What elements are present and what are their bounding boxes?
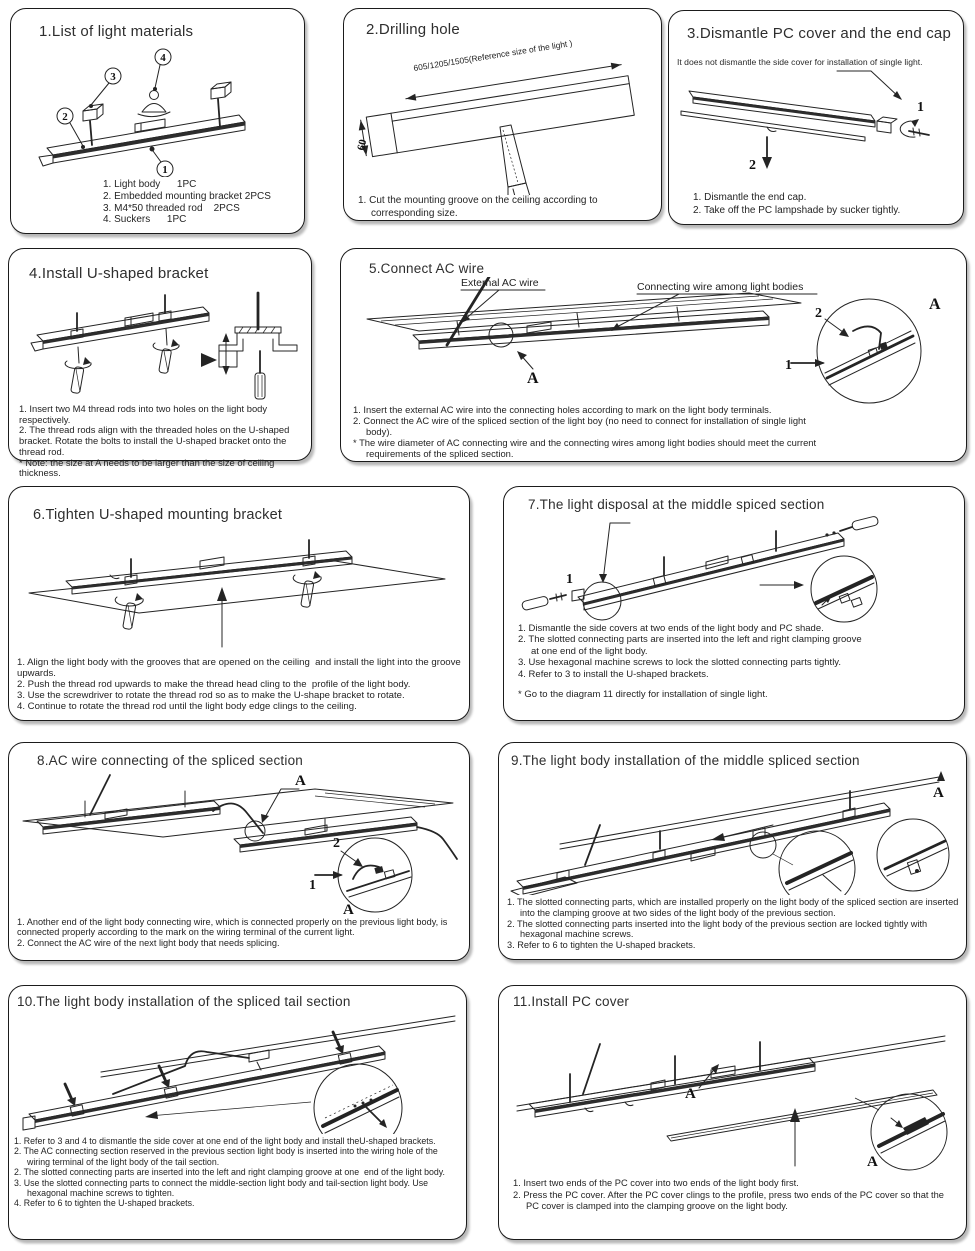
- panel-title: 7.The light disposal at the middle spiced section: [528, 497, 825, 512]
- instruction: 4. Continue to rotate the thread rod until the light body edge clings to the ceiling.: [17, 701, 357, 713]
- callout-2: [57, 108, 85, 149]
- label-connecting-wire: Connecting wire among light bodies: [637, 281, 804, 293]
- callout-1: [150, 147, 174, 178]
- svg-text:2: 2: [62, 111, 68, 123]
- panel-ac-wire-spliced: [8, 742, 470, 961]
- up-arrow: [790, 1108, 800, 1166]
- callout-a-bottom: A: [527, 370, 539, 387]
- instruction: 2. The thread rods align with the threaded holes on the U-shaped bracket. Rotate the bolts to install the U-shaped bracket onto the thread rod.: [19, 424, 292, 457]
- disposal-diagram: [514, 511, 958, 623]
- panel-title: 6.Tighten U-shaped mounting bracket: [33, 507, 283, 523]
- material-item: 4. Suckers 1PC: [103, 214, 187, 226]
- callout-a: A: [933, 785, 944, 801]
- instruction: 2. The AC connecting section reserved in the previous section light body is inserted into the wiring hole of the wiring terminal of the light body of the tail section.: [14, 1146, 441, 1167]
- panel-list-of-light-materials: [10, 8, 305, 234]
- instruction: 1. The slotted connecting parts, which are installed properly on the light body of the spliced section are inserted into the clamping groove at two sides of the light body of the previous section.: [507, 897, 961, 918]
- panel-title: 8.AC wire connecting of the spliced section: [37, 753, 303, 768]
- bracket-diagram: [13, 289, 307, 403]
- panel-tail-section-install: [8, 985, 467, 1240]
- screwdriver-icon: [521, 589, 584, 611]
- callout-a-right: A: [867, 1154, 878, 1170]
- material-item: 2. Embedded mounting bracket 2PCS: [103, 190, 271, 202]
- panel-install-pc-cover: [498, 985, 967, 1240]
- panel-connect-ac-wire: [340, 248, 967, 462]
- panel-drilling-hole: [343, 8, 662, 221]
- reserved-ac-wire: [113, 1051, 249, 1094]
- tail-install-diagram: [13, 1010, 465, 1134]
- callout-a-top: A: [295, 773, 306, 789]
- callout-2: 2: [815, 306, 822, 321]
- splice-wire-diagram: [15, 767, 467, 915]
- panel-install-u-bracket: [8, 248, 312, 479]
- instruction: 1. Insert two ends of the PC cover into two ends of the light body first.: [513, 1178, 799, 1188]
- arrow-2: [762, 137, 772, 169]
- label-external-ac-wire: External AC wire: [461, 277, 539, 289]
- instructions: [513, 1178, 945, 1213]
- panel-title: 1.List of light materials: [39, 23, 194, 40]
- instruction: 1. Cut the mounting groove on the ceiling according to corresponding size.: [358, 195, 601, 219]
- panel-note: It does not dismantle the side cover for installation of single light.: [677, 57, 923, 67]
- instruction: 4. Refer to 6 to tighten the U-shaped brackets.: [14, 1198, 195, 1209]
- ac-wire-diagram: [349, 277, 958, 405]
- instruction: 1. Dismantle the end cap.: [693, 192, 807, 203]
- callout-1: 1: [309, 878, 316, 893]
- screwdriver-icon: [153, 339, 179, 374]
- instructions: [14, 1136, 462, 1209]
- detail-circle: [871, 1094, 947, 1170]
- tighten-diagram: [17, 531, 461, 651]
- instruction: 3. Refer to 6 to tighten the U-shaped brackets.: [507, 940, 696, 951]
- instruction: * The wire diameter of AC connecting wire and the connecting wires among light bodies should meet the current requirements of the spliced section.: [353, 436, 819, 459]
- material-item: 1. Light body 1PC: [103, 179, 197, 190]
- callout-4: [153, 49, 171, 91]
- instruction: 2. Take off the PC lampshade by sucker tightly.: [693, 205, 901, 216]
- instruction: 2. The slotted connecting parts are inserted into the left and right clamping groove at one end of the light body.: [14, 1167, 445, 1178]
- panel-title: 2.Drilling hole: [366, 21, 460, 38]
- instruction: 2. Press the PC cover. After the PC cover clings to the profile, press two ends of the PC cover so that the PC cover is clamped into the clamping groove on the light body.: [513, 1189, 947, 1212]
- instructions: [17, 657, 465, 712]
- instruction: 2. Connect the AC wire of the next light body that needs splicing.: [17, 937, 280, 948]
- panel-title: 3.Dismantle PC cover and the end cap: [687, 25, 952, 42]
- detail-circle: [817, 299, 921, 403]
- screw-icon: [900, 119, 929, 137]
- instruction: 1. Dismantle the side covers at two ends of the light body and PC shade.: [518, 623, 824, 634]
- instruction: 1. Align the light body with the grooves that are opened on the ceiling and install the light into the groove upwards.: [17, 657, 464, 680]
- pc-cover-diagram: [505, 1014, 961, 1174]
- screwdriver-icon: [115, 593, 143, 630]
- material-item: 3. M4*50 threaded rod 2PCS: [103, 202, 240, 214]
- instruction: 2. Connect the AC wire of the spliced section of the light boy (no need to connect for installation of single light body).: [353, 414, 809, 437]
- instructions: [19, 404, 303, 479]
- detail-circle: [779, 831, 855, 895]
- callout-2: 2: [333, 836, 340, 851]
- panel-middle-spliced-disposal: [503, 486, 965, 721]
- detail-circle: [811, 556, 877, 622]
- panel-title: 10.The light body installation of the spliced tail section: [17, 994, 351, 1009]
- svg-text:3: 3: [110, 71, 116, 83]
- callout-2: 2: [749, 158, 756, 173]
- callout-1: 1: [566, 572, 573, 587]
- instructions: [358, 195, 648, 220]
- up-arrow: [217, 587, 227, 647]
- instructions: [17, 917, 467, 948]
- materials-diagram: [13, 43, 302, 177]
- svg-text:4: 4: [160, 52, 166, 64]
- screwdriver-icon: [825, 516, 878, 537]
- dismantle-diagram: [675, 69, 957, 187]
- instruction: * Note: the size at A needs to be larger than the size of ceiling thickness.: [19, 456, 277, 479]
- callout-a-left: A: [685, 1086, 696, 1102]
- instructions: [507, 897, 959, 951]
- panel-footnote: * Go to the diagram 11 directly for installation of single light.: [518, 689, 768, 701]
- width-dimension: 60: [355, 138, 370, 152]
- screwdriver-icon: [293, 571, 321, 608]
- instruction: 1. Insert the external AC wire into the connecting holes according to mark on the light body terminals.: [353, 404, 772, 415]
- instruction: 2. The slotted connecting parts inserted into the light body of the previous section are locked tightly with hexagonal machine screws.: [507, 918, 930, 940]
- svg-text:1: 1: [162, 164, 168, 176]
- instruction: 1. Another end of the light body connecting wire, which is connected properly on the previous light body, is connected properly according to the mark on the wiring terminal of the current light.: [17, 917, 450, 938]
- panel-title: 5.Connect AC wire: [369, 261, 485, 276]
- materials-list: [103, 179, 271, 226]
- instruction: 1. Refer to 3 and 4 to dismantle the side cover at one end of the light body and install theU-shaped brackets.: [14, 1136, 436, 1146]
- callout-3: [89, 68, 121, 108]
- drilling-diagram: [348, 37, 657, 195]
- instruction: 1. Insert two M4 thread rods into two holes on the light body respectively.: [19, 403, 270, 425]
- panel-title: 11.Install PC cover: [513, 994, 630, 1009]
- instruction: 3. Use hexagonal machine screws to lock the slotted connecting parts tightly.: [518, 657, 841, 669]
- callout-a-bottom: A: [343, 902, 354, 915]
- instruction: 3. Use the screwdriver to rotate the thread rod so as to make the U-shape bracket to rotate.: [17, 690, 405, 702]
- panel-title: 9.The light body installation of the middle spliced section: [511, 753, 860, 768]
- instructions: [518, 623, 870, 701]
- middle-install-diagram: [505, 769, 961, 895]
- panel-tighten-u-bracket: [8, 486, 470, 721]
- instructions: [693, 191, 900, 217]
- panel-middle-spliced-install: [498, 742, 967, 960]
- ac-wire-tail: [417, 827, 457, 859]
- u-bracket-section: [201, 293, 297, 399]
- callout-a-top: A: [929, 296, 941, 313]
- callout-1: 1: [917, 100, 924, 115]
- screwdriver-icon: [65, 357, 91, 394]
- panel-dismantle-pc-cover: [668, 10, 964, 225]
- detail-circle: [338, 838, 412, 912]
- instructions: [353, 405, 827, 460]
- detail-circle: [314, 1064, 402, 1134]
- instruction: 2. Push the thread rod upwards to make the thread head cling to the profile of the light body.: [17, 679, 411, 691]
- instruction: 4. Refer to 3 to install the U-shaped brackets.: [518, 668, 709, 680]
- panel-title: 4.Install U-shaped bracket: [29, 265, 209, 282]
- length-dimension: 605/1205/1505(Reference size of the light ): [412, 37, 573, 73]
- callout-1: 1: [785, 358, 792, 373]
- instruction: 3. Use the slotted connecting parts to connect the middle-section light body and tail-section light body. Use hexagonal machine screws to tighten.: [14, 1177, 431, 1198]
- instruction: 2. The slotted connecting parts are inserted into the left and right clamping groove at one end of the light body.: [518, 634, 865, 657]
- detail-circle: [877, 819, 949, 891]
